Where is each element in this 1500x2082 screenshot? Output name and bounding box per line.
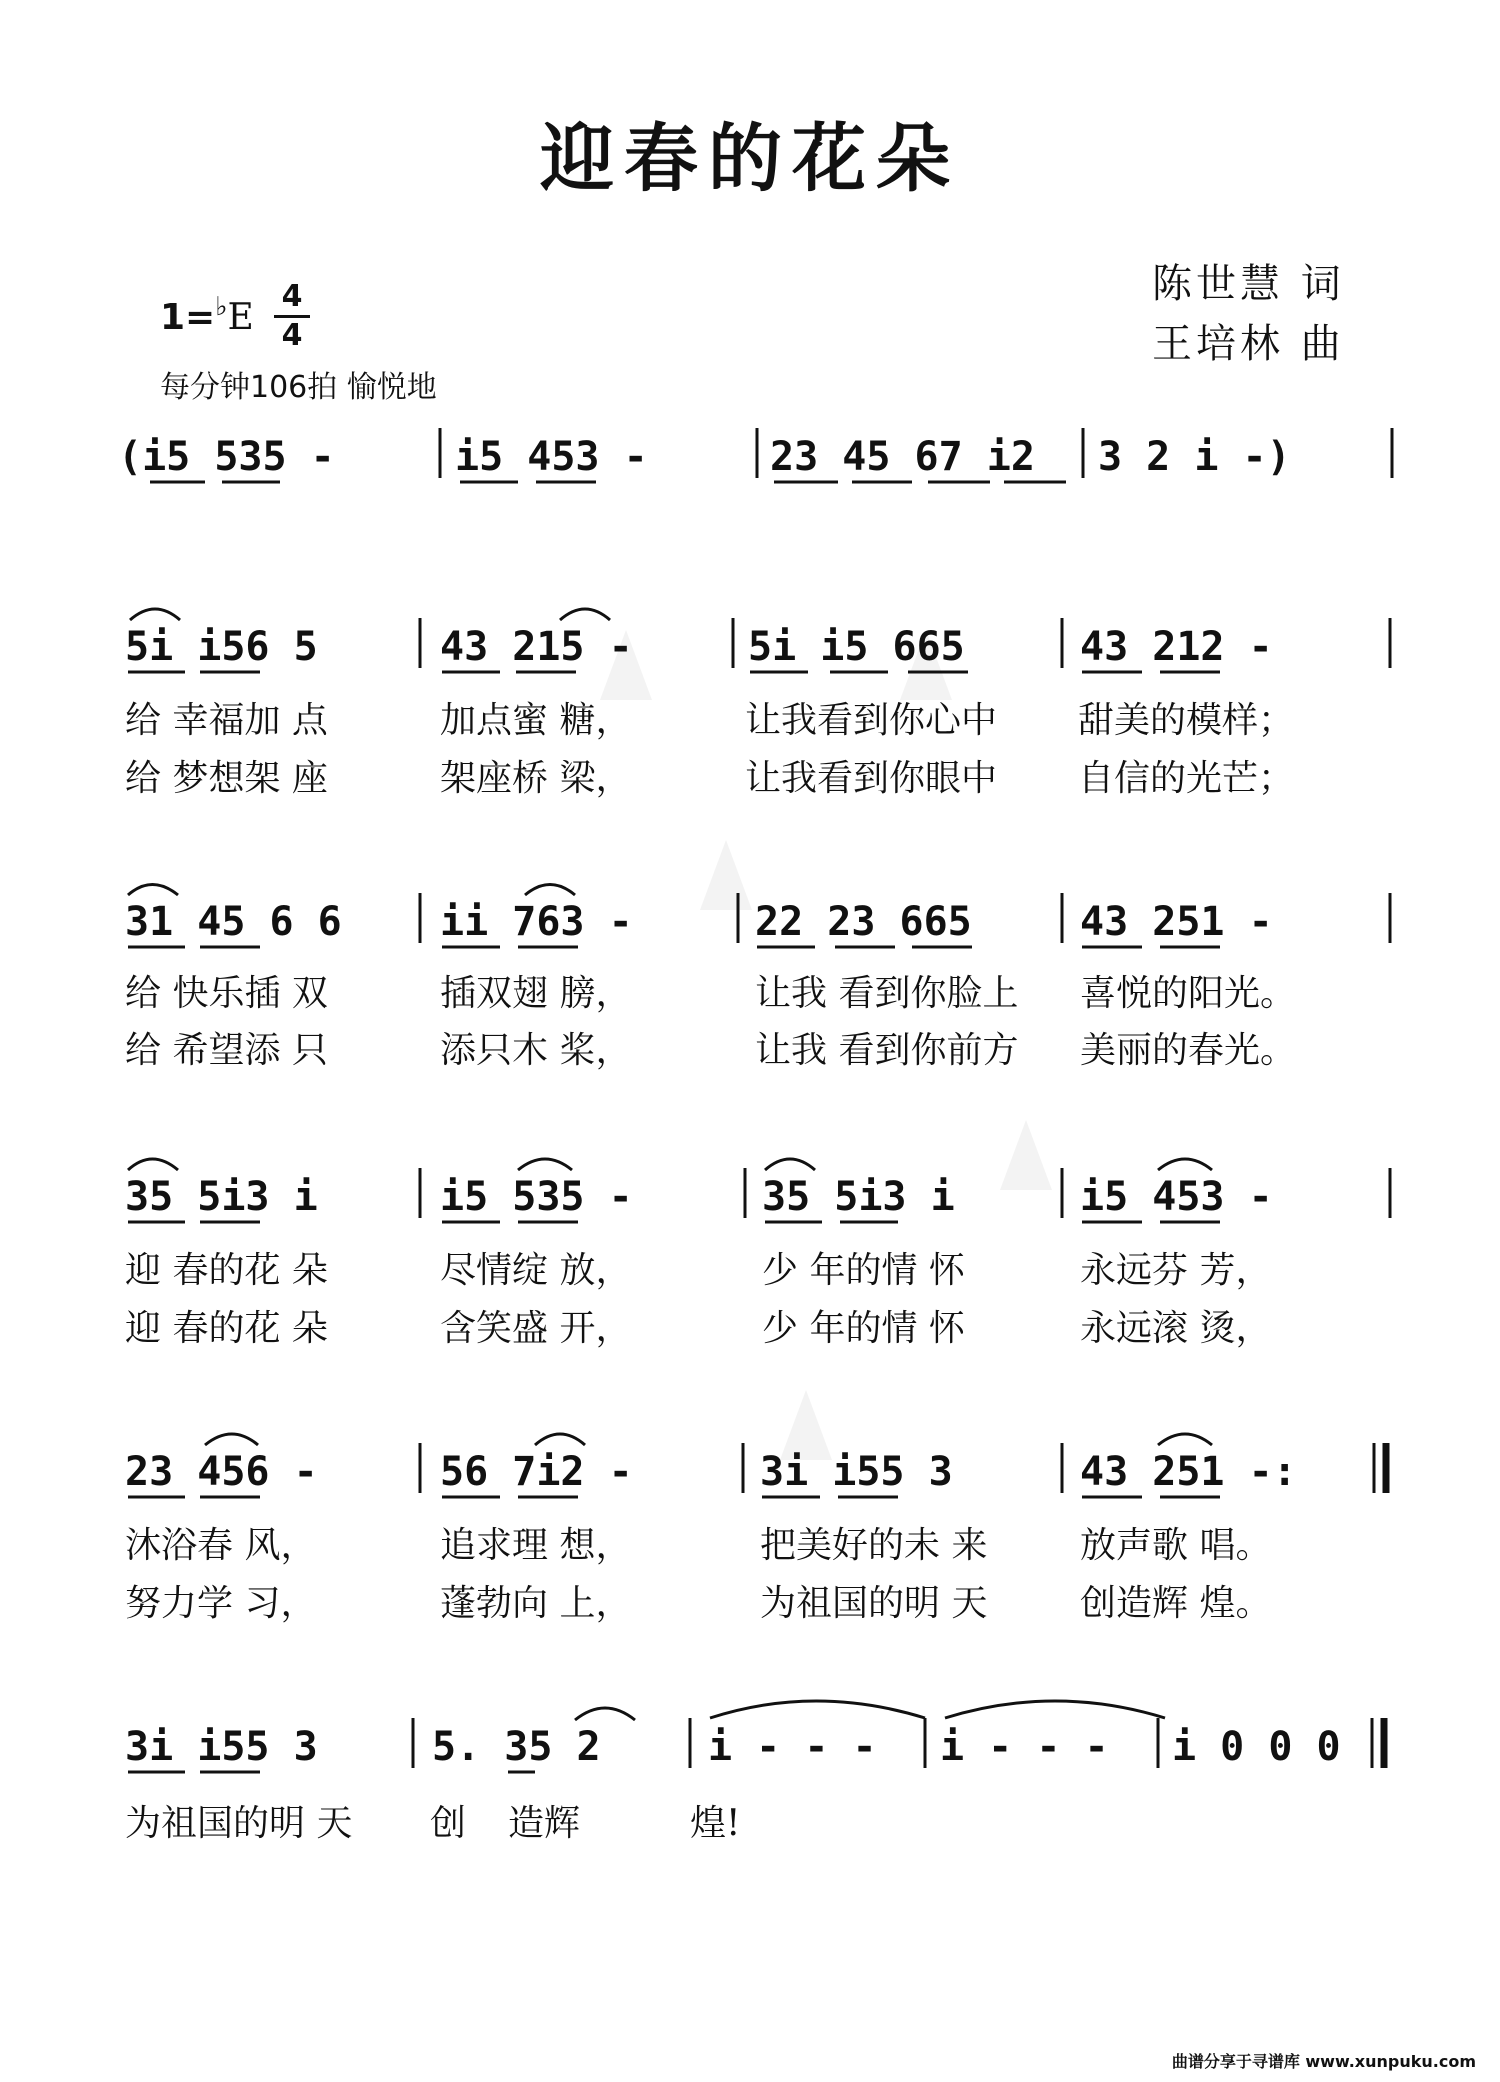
lyric-v2-4-2: 含笑盛 开， [440,1308,632,1349]
lyric-v1-6-1: 为祖国的明 天 [125,1803,353,1844]
bar-1-3: 23 45 67 i2 [770,434,1035,480]
slur [205,1434,258,1445]
lyric-v2-3-4: 美丽的春光。 [1080,1030,1297,1071]
bar-2-1: 5i i56 5 [125,624,318,670]
site-footer: 曲谱分享于寻谱库 www.xunpuku.com [1171,2052,1476,2071]
slur [1158,1434,1212,1445]
flat-sign: ♭ [215,292,228,322]
system-4 [125,1159,1390,1349]
lyric-v2-4-1: 迎 春的花 朵 [125,1308,328,1349]
bar-3-4: 43 251 - [1080,899,1273,945]
bar-3-3: 22 23 665 [755,899,972,945]
lyric-v2-4-4: 永远滚 烫， [1080,1308,1272,1349]
lyric-v2-2-2: 架座桥 梁， [440,758,632,799]
system-6 [125,1701,1384,1844]
lyric-v1-2-4: 甜美的模样； [1078,700,1295,741]
bar-4-2: i5 535 - [440,1174,633,1220]
lyric-v2-3-2: 添只木 桨， [440,1030,632,1071]
lyric-v1-6-2: 创 [430,1803,467,1844]
lyric-v1-2-3: 让我看到你心中 [745,700,998,741]
slur [575,1708,635,1720]
system-5 [125,1434,1386,1624]
song-title: 迎春的花朵 [540,116,960,202]
bar-5-4: 43 251 -: [1080,1449,1297,1495]
bar-1-2: i5 453 - [455,434,648,480]
lyric-v2-3-1: 给 希望添 只 [125,1030,328,1071]
lyric-v2-2-4: 自信的光芒； [1078,758,1295,799]
bar-2-4: 43 212 - [1080,624,1273,670]
lyric-v1-5-2: 追求理 想， [440,1525,632,1566]
slur [128,885,178,896]
slur [130,609,180,620]
bar-4-4: i5 453 - [1080,1174,1273,1220]
lyric-v1-5-4: 放声歌 唱。 [1080,1525,1272,1566]
slur [128,1159,178,1170]
lyricist-credit: 陈世慧 词 [1152,261,1345,307]
tempo-marking: 每分钟106拍 愉悦地 [160,370,437,405]
lyric-v2-3-3: 让我 看到你前方 [755,1030,1019,1071]
bar-5-2: 56 7i2 - [440,1449,633,1495]
slur [525,885,575,896]
bar-6-1: 3i i55 3 [125,1724,318,1770]
tie [710,1701,925,1718]
lyric-v2-2-3: 让我看到你眼中 [745,758,998,799]
bar-6-2: 5. 35 2 [432,1724,601,1770]
lyric-v1-5-1: 沐浴春 风， [125,1525,317,1566]
bar-4-1: 35 5i3 i [125,1174,318,1220]
lyric-v1-4-1: 迎 春的花 朵 [125,1250,328,1291]
system-2 [125,609,1390,799]
lyric-v1-3-4: 喜悦的阳光。 [1080,973,1297,1014]
bar-5-1: 23 456 - [125,1449,318,1495]
lyric-v1-3-2: 插双翅 膀， [440,973,632,1014]
slur [560,609,610,620]
lyric-v1-6-4: 煌! [690,1803,741,1844]
key-note: E [227,297,254,338]
composer-credit: 王培林 曲 [1152,321,1345,367]
bar-6-4: i - - - [940,1724,1109,1770]
lyric-v1-3-3: 让我 看到你脸上 [755,973,1019,1014]
system-1 [118,428,1392,482]
bar-2-3: 5i i5 665 [748,624,965,670]
bar-5-3: 3i i55 3 [760,1449,953,1495]
slur [1158,1159,1212,1170]
bar-1-4: 3 2 i -) [1098,434,1291,480]
lyric-v2-5-3: 为祖国的明 天 [760,1583,988,1624]
bar-4-3: 35 5i3 i [762,1174,955,1220]
time-signature-bottom: 4 [281,318,303,353]
tie [945,1701,1165,1718]
bar-1-1: (i5 535 - [118,434,335,480]
lyric-v1-5-3: 把美好的未 来 [760,1525,988,1566]
lyric-v1-2-2: 加点蜜 糖， [440,700,632,741]
lyric-v1-6-3: 造辉 [508,1803,581,1844]
bar-6-3: i - - - [708,1724,877,1770]
lyric-v2-5-1: 努力学 习， [125,1583,317,1624]
lyric-v1-3-1: 给 快乐插 双 [125,973,328,1014]
lyric-v2-5-4: 创造辉 煌。 [1080,1583,1272,1624]
bar-2-2: 43 215 - [440,624,633,670]
bar-3-1: 31 45 6 6 [125,899,342,945]
lyric-v1-4-3: 少 年的情 怀 [762,1250,965,1291]
lyric-v1-4-4: 永远芬 芳， [1080,1250,1272,1291]
slur [765,1159,815,1170]
key-prefix: 1= [160,297,216,338]
lyric-v2-4-3: 少 年的情 怀 [762,1308,965,1349]
lyric-v1-2-1: 给 幸福加 点 [125,700,328,741]
slur [535,1434,585,1445]
lyric-v2-5-2: 蓬勃向 上， [440,1583,632,1624]
system-3 [125,885,1390,1072]
slur [518,1159,572,1170]
bar-3-2: ii 763 - [440,899,633,945]
bar-6-5: i 0 0 0 [1172,1724,1341,1770]
lyric-v1-4-2: 尽情绽 放， [440,1250,632,1291]
time-signature-top: 4 [281,279,303,314]
lyric-v2-2-1: 给 梦想架 座 [125,758,328,799]
